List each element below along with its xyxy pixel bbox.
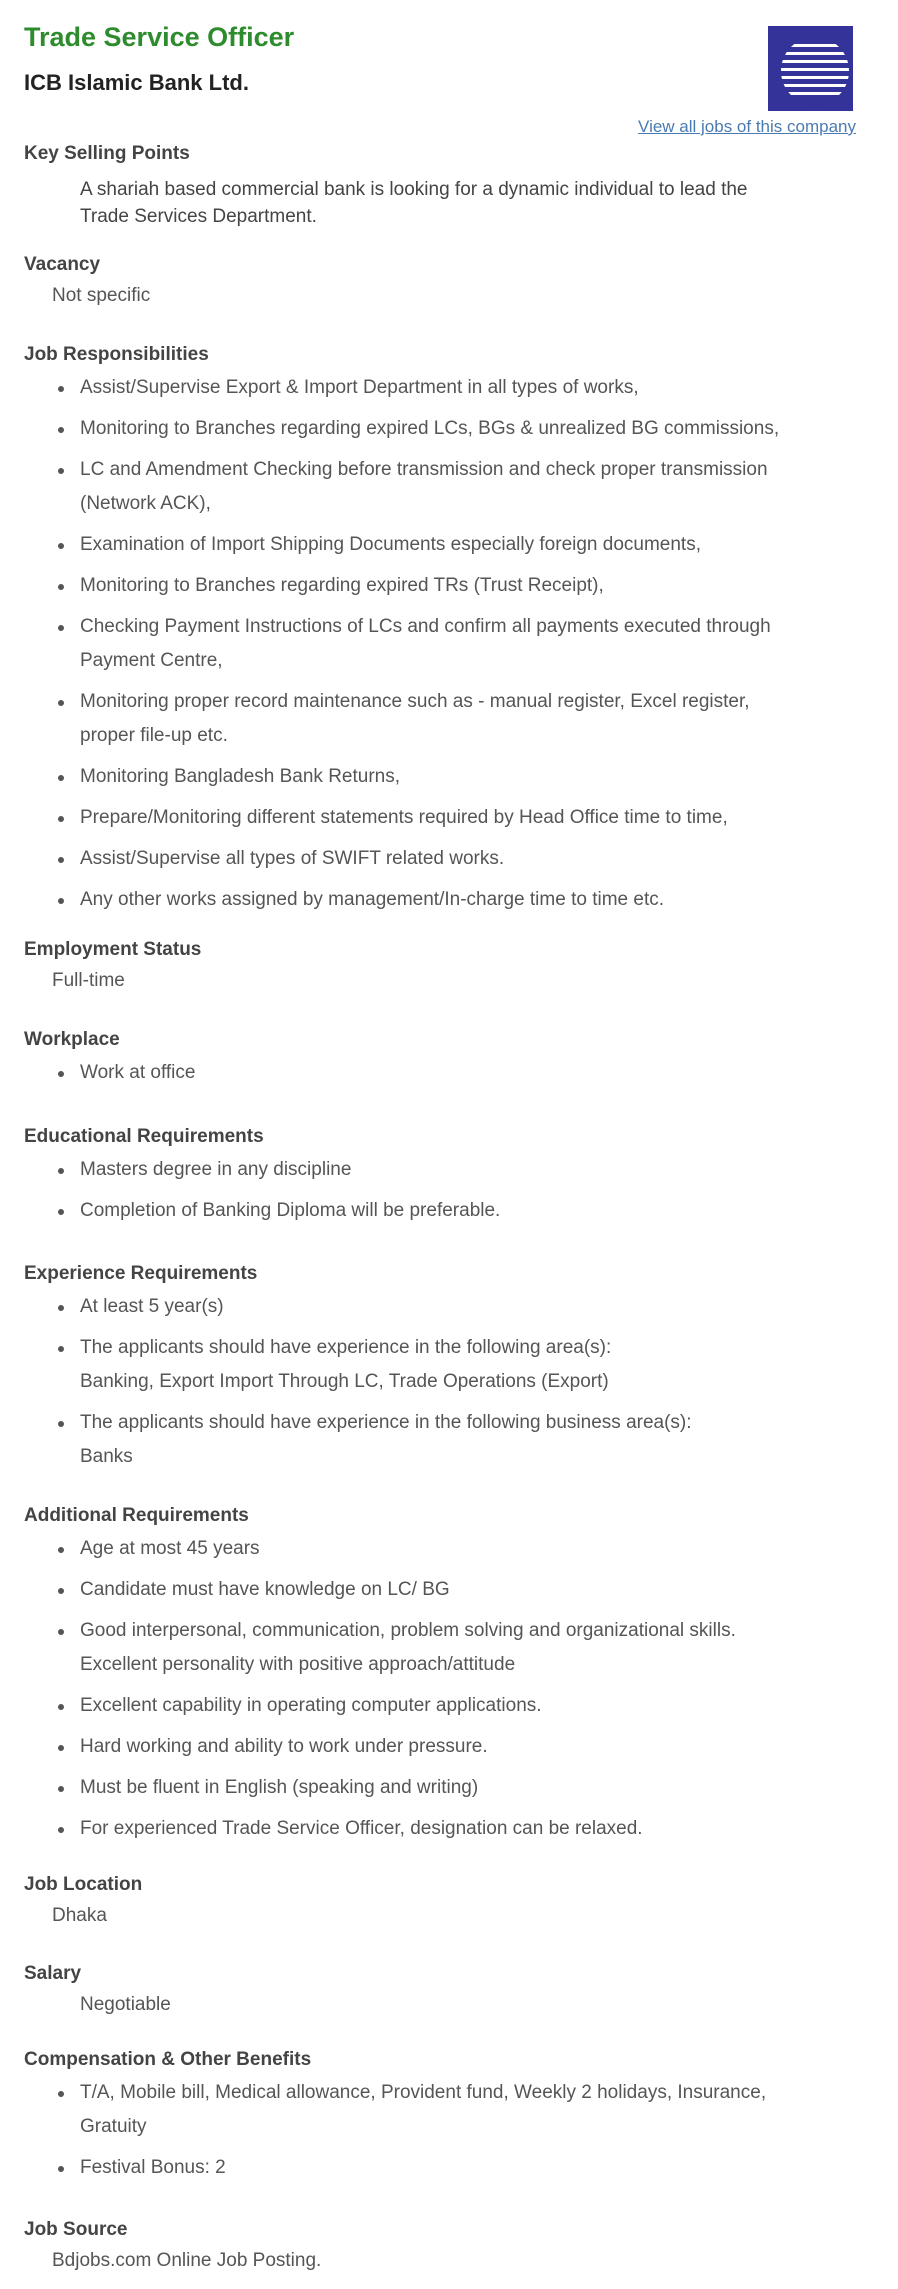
list-item [80, 760, 858, 794]
ksp-line: A shariah based commercial bank is looking for a dynamic individual to lead the [80, 179, 748, 200]
job-responsibilities-section [24, 341, 858, 924]
compensation-section [24, 2046, 858, 2192]
list-item [80, 2076, 858, 2144]
list-item-line: Completion of Banking Diploma will be preferable. [80, 1200, 501, 1221]
employment-status-section [24, 936, 858, 998]
job-source-heading: Job Source [24, 2219, 128, 2240]
list-item-line: Gratuity [80, 2116, 147, 2137]
list-item-line: Payment Centre, [80, 650, 223, 671]
list-item-line: For experienced Trade Service Officer, designation can be relaxed. [80, 1818, 643, 1839]
list-item [80, 1771, 858, 1805]
list-item [80, 610, 858, 678]
list-item [80, 883, 858, 917]
employment-status-value: Full-time [52, 970, 125, 991]
experience-requirements-heading: Experience Requirements [24, 1263, 258, 1284]
job-title: Trade Service Officer [24, 22, 295, 52]
list-item-line: Any other works assigned by management/In-charge time to time etc. [80, 889, 664, 910]
list-item [80, 1406, 858, 1474]
list-item-line: Good interpersonal, communication, problem solving and organizational skills. [80, 1620, 736, 1641]
additional-requirements-list [24, 1532, 858, 1846]
educational-requirements-list [24, 1153, 858, 1228]
list-item-line: Masters degree in any discipline [80, 1159, 352, 1180]
list-item [80, 371, 858, 405]
vacancy-value: Not specific [52, 285, 151, 306]
list-item [80, 1056, 858, 1090]
job-location-heading: Job Location [24, 1874, 143, 1895]
list-item [80, 1573, 858, 1607]
list-item-line: Excellent personality with positive approach/attitude [80, 1654, 516, 1675]
list-item [80, 1730, 858, 1764]
list-item-line: Examination of Import Shipping Documents especially foreign documents, [80, 534, 701, 555]
job-source-section [24, 2216, 858, 2278]
list-item-line: T/A, Mobile bill, Medical allowance, Provident fund, Weekly 2 holidays, Insurance, [80, 2082, 767, 2103]
job-source-value: Bdjobs.com Online Job Posting. [52, 2250, 322, 2271]
list-item-line: Banking, Export Import Through LC, Trade Operations (Export) [80, 1371, 609, 1392]
vacancy-section [24, 251, 858, 313]
list-item [80, 528, 858, 562]
list-item-line: Excellent capability in operating computer applications. [80, 1695, 542, 1716]
salary-heading: Salary [24, 1963, 82, 1984]
list-item [80, 842, 858, 876]
key-selling-points-text [24, 176, 858, 230]
workplace-list [24, 1056, 858, 1090]
list-item-line: Prepare/Monitoring different statements required by Head Office time to time, [80, 807, 728, 828]
list-item-line: Monitoring to Branches regarding expired LCs, BGs & unrealized BG commissions, [80, 418, 780, 439]
view-all-jobs-link[interactable]: View all jobs of this company [638, 117, 856, 136]
list-item-line: Monitoring Bangladesh Bank Returns, [80, 766, 401, 787]
list-item-line: Assist/Supervise all types of SWIFT related works. [80, 848, 505, 869]
list-item [80, 801, 858, 835]
list-item-line: Hard working and ability to work under pressure. [80, 1736, 488, 1757]
list-item [80, 1532, 858, 1566]
educational-requirements-section [24, 1123, 858, 1235]
company-name: ICB Islamic Bank Ltd. [24, 70, 249, 95]
list-item-line: The applicants should have experience in the following business area(s): [80, 1412, 692, 1433]
list-item [80, 569, 858, 603]
list-item [80, 1812, 858, 1846]
employment-status-heading: Employment Status [24, 939, 202, 960]
compensation-heading: Compensation & Other Benefits [24, 2049, 312, 2070]
experience-requirements-list [24, 1290, 858, 1474]
list-item-line: Must be fluent in English (speaking and writing) [80, 1777, 479, 1798]
list-item [80, 1614, 858, 1682]
list-item [80, 685, 858, 753]
job-responsibilities-heading: Job Responsibilities [24, 344, 209, 365]
additional-requirements-section [24, 1502, 858, 1853]
vacancy-heading: Vacancy [24, 254, 101, 275]
additional-requirements-heading: Additional Requirements [24, 1505, 249, 1526]
list-item [80, 1194, 858, 1228]
list-item-line: LC and Amendment Checking before transmission and check proper transmission [80, 459, 768, 480]
educational-requirements-heading: Educational Requirements [24, 1126, 264, 1147]
list-item-line: Work at office [80, 1062, 196, 1083]
list-item-line: Monitoring to Branches regarding expired TRs (Trust Receipt), [80, 575, 604, 596]
salary-value: Negotiable [80, 1994, 171, 2015]
compensation-list [24, 2076, 858, 2185]
list-item [80, 1689, 858, 1723]
list-item [80, 2151, 858, 2185]
list-item-line: Assist/Supervise Export & Import Department in all types of works, [80, 377, 639, 398]
workplace-heading: Workplace [24, 1029, 120, 1050]
list-item [80, 1290, 858, 1324]
experience-requirements-section [24, 1260, 858, 1481]
key-selling-points-heading: Key Selling Points [24, 143, 190, 164]
list-item [80, 1153, 858, 1187]
list-item-line: (Network ACK), [80, 493, 211, 514]
workplace-section [24, 1026, 858, 1097]
salary-section [24, 1960, 858, 2022]
job-location-section [24, 1871, 858, 1933]
list-item-line: Banks [80, 1446, 133, 1467]
list-item-line: Checking Payment Instructions of LCs and confirm all payments executed through [80, 616, 771, 637]
list-item-line: Candidate must have knowledge on LC/ BG [80, 1579, 450, 1600]
list-item-line: At least 5 year(s) [80, 1296, 224, 1317]
list-item-line: The applicants should have experience in the following area(s): [80, 1337, 612, 1358]
list-item [80, 453, 858, 521]
icb-bank-logo-icon [768, 26, 853, 111]
list-item-line: Age at most 45 years [80, 1538, 260, 1559]
list-item [80, 412, 858, 446]
job-responsibilities-list [24, 371, 858, 917]
list-item-line: Monitoring proper record maintenance such as - manual register, Excel register, [80, 691, 750, 712]
list-item [80, 1331, 858, 1399]
ksp-line: Trade Services Department. [80, 206, 317, 227]
list-item-line: Festival Bonus: 2 [80, 2157, 226, 2178]
key-selling-points-section [24, 140, 858, 230]
list-item-line: proper file-up etc. [80, 725, 228, 746]
job-location-value: Dhaka [52, 1905, 107, 1926]
